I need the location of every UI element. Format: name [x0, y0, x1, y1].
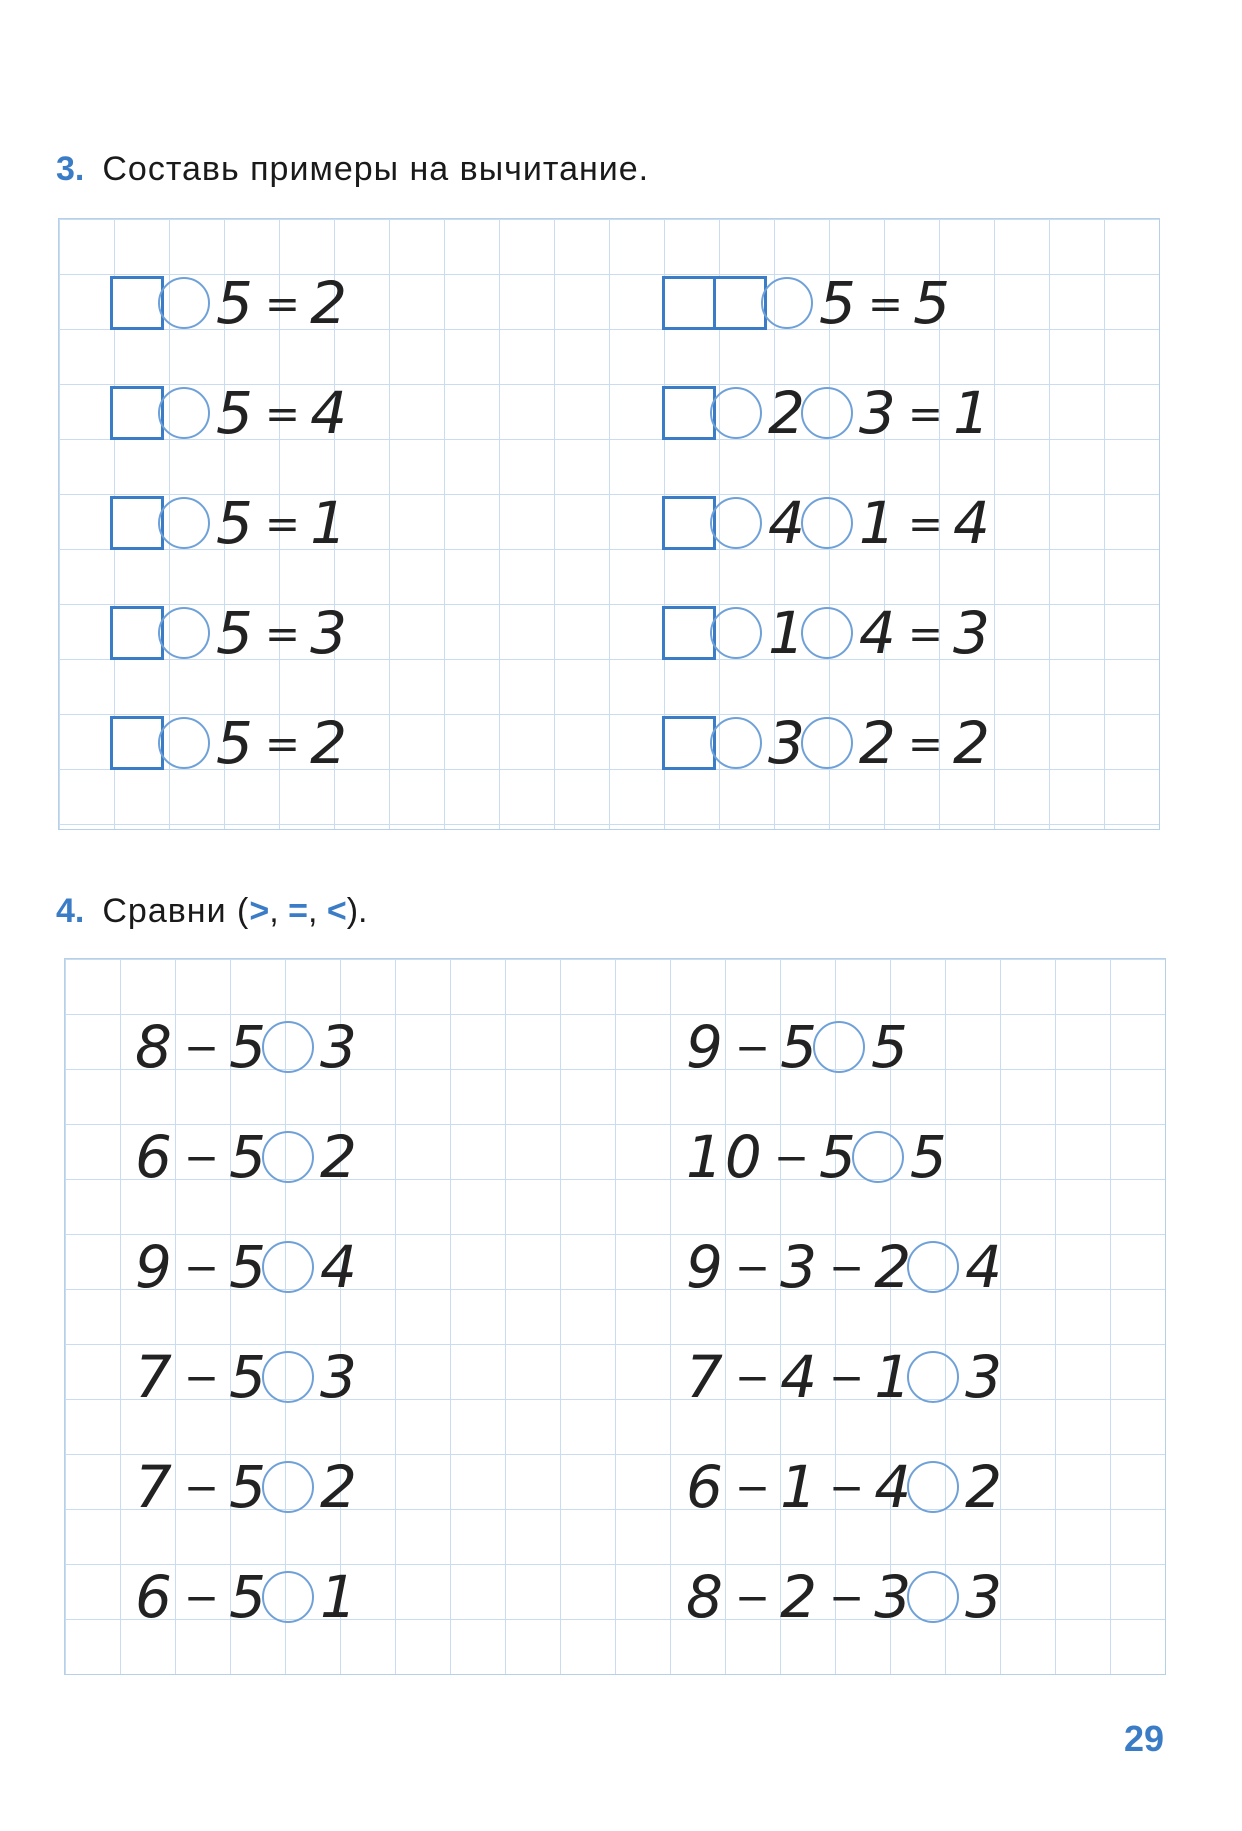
compare-circle[interactable]	[813, 1021, 865, 1073]
answer-box[interactable]	[110, 716, 164, 770]
minus-sign: −	[773, 1132, 810, 1182]
compare-circle[interactable]	[907, 1461, 959, 1513]
operand: 3	[858, 379, 898, 447]
compare-circle[interactable]	[907, 1351, 959, 1403]
result: 5	[913, 269, 953, 337]
task4-right-row-5	[686, 1452, 1004, 1522]
compare-value: 5	[909, 1123, 949, 1191]
sign-circle[interactable]	[710, 387, 762, 439]
answer-box-tens[interactable]	[662, 276, 716, 330]
task3-number: 3.	[56, 150, 85, 188]
answer-box[interactable]	[662, 606, 716, 660]
greater-symbol: >	[249, 892, 270, 930]
task4-title-suffix: ).	[346, 892, 368, 930]
operand: 3	[768, 709, 807, 777]
task4-right-row-1	[686, 1012, 910, 1082]
task4-left-row-5	[135, 1452, 359, 1522]
task3-right-row-5	[662, 708, 992, 778]
operand: 5	[216, 379, 255, 447]
compare-circle[interactable]	[262, 1241, 314, 1293]
result: 2	[310, 709, 350, 777]
operand: 1	[858, 489, 898, 557]
sign-circle[interactable]	[710, 717, 762, 769]
equals-sign: =	[907, 718, 944, 768]
operand: 8	[135, 1013, 174, 1081]
operand: 5	[216, 599, 255, 667]
operand: 5	[229, 1453, 269, 1521]
operand: 9	[686, 1013, 725, 1081]
operand: 5	[216, 709, 255, 777]
operand: 1	[780, 1453, 820, 1521]
answer-box[interactable]	[662, 386, 716, 440]
compare-circle[interactable]	[852, 1131, 904, 1183]
compare-value: 1	[320, 1563, 359, 1631]
compare-circle[interactable]	[262, 1021, 314, 1073]
sign-circle[interactable]	[158, 277, 210, 329]
operand: 7	[135, 1453, 174, 1521]
operand: 4	[858, 599, 898, 667]
operand: 9	[135, 1233, 174, 1301]
task4-right-row-2	[686, 1122, 949, 1192]
operand: 4	[780, 1343, 820, 1411]
task3-title: Составь примеры на вычитание.	[102, 150, 650, 188]
sign-circle[interactable]	[710, 607, 762, 659]
operand: 4	[874, 1453, 914, 1521]
minus-sign: −	[183, 1352, 220, 1402]
operand: 5	[216, 489, 255, 557]
minus-sign: −	[183, 1572, 220, 1622]
task3-right-row-3	[662, 488, 992, 558]
result: 2	[953, 709, 992, 777]
operand: 5	[780, 1013, 820, 1081]
task4-left-row-4	[135, 1342, 359, 1412]
compare-circle[interactable]	[262, 1351, 314, 1403]
operand: 2	[780, 1563, 820, 1631]
result: 3	[310, 599, 350, 667]
operand: 5	[229, 1123, 269, 1191]
answer-box[interactable]	[662, 716, 716, 770]
minus-sign: −	[829, 1572, 865, 1622]
minus-sign: −	[829, 1242, 865, 1292]
equals-sign: =	[907, 498, 944, 548]
operand: 7	[135, 1343, 174, 1411]
answer-box[interactable]	[110, 496, 164, 550]
minus-sign: −	[734, 1572, 771, 1622]
compare-circle[interactable]	[907, 1241, 959, 1293]
compare-value: 2	[965, 1453, 1005, 1521]
answer-box[interactable]	[110, 386, 164, 440]
result: 1	[310, 489, 350, 557]
task3-right-row-1	[662, 268, 952, 338]
operand: 3	[874, 1563, 914, 1631]
minus-sign: −	[734, 1352, 771, 1402]
sign-circle[interactable]	[158, 607, 210, 659]
compare-circle[interactable]	[262, 1571, 314, 1623]
task3-header	[56, 150, 649, 189]
minus-sign: −	[734, 1242, 771, 1292]
equals-sign: =	[264, 498, 301, 548]
sign-circle[interactable]	[158, 387, 210, 439]
minus-sign: −	[183, 1242, 220, 1292]
operand: 1	[874, 1343, 914, 1411]
operand: 6	[686, 1453, 725, 1521]
operand: 5	[819, 1123, 858, 1191]
compare-value: 3	[965, 1563, 1005, 1631]
compare-value: 3	[320, 1013, 359, 1081]
task3-left-row-5	[110, 708, 349, 778]
operand: 2	[874, 1233, 914, 1301]
task3-left-row-4	[110, 598, 349, 668]
answer-box[interactable]	[110, 606, 164, 660]
equals-sign: =	[264, 608, 301, 658]
compare-circle[interactable]	[907, 1571, 959, 1623]
minus-sign: −	[183, 1022, 220, 1072]
sign-circle[interactable]	[158, 717, 210, 769]
equals-sign: =	[907, 608, 944, 658]
compare-value: 3	[320, 1343, 359, 1411]
less-symbol: <	[326, 892, 347, 930]
task4-title-prefix: Сравни (	[102, 892, 250, 930]
minus-sign: −	[829, 1352, 865, 1402]
task4-left-row-3	[135, 1232, 359, 1302]
operand: 5	[229, 1233, 269, 1301]
page-number: 29	[1123, 1718, 1164, 1759]
operand: 1	[768, 599, 807, 667]
minus-sign: −	[734, 1462, 771, 1512]
result: 2	[310, 269, 350, 337]
minus-sign: −	[829, 1462, 865, 1512]
operand: 5	[229, 1343, 269, 1411]
operand: 5	[229, 1013, 269, 1081]
result: 1	[953, 379, 992, 447]
sign-circle[interactable]	[801, 497, 853, 549]
separator: ,	[307, 892, 327, 930]
sign-circle[interactable]	[801, 717, 853, 769]
task4-right-row-3	[686, 1232, 1004, 1302]
task4-left-row-1	[135, 1012, 359, 1082]
sign-circle[interactable]	[801, 387, 853, 439]
result: 4	[310, 379, 350, 447]
task4-left-row-2	[135, 1122, 359, 1192]
task4-left-row-6	[135, 1562, 359, 1632]
sign-circle[interactable]	[801, 607, 853, 659]
result: 4	[953, 489, 992, 557]
task3-right-row-4	[662, 598, 992, 668]
equals-sign: =	[264, 388, 301, 438]
operand: 9	[686, 1233, 725, 1301]
operand: 6	[135, 1563, 174, 1631]
task4-header	[56, 892, 368, 931]
sign-circle[interactable]	[158, 497, 210, 549]
operand: 10	[686, 1123, 764, 1191]
task3-left-row-3	[110, 488, 349, 558]
answer-box[interactable]	[662, 496, 716, 550]
operand: 4	[768, 489, 807, 557]
equals-sign: =	[867, 278, 904, 328]
minus-sign: −	[183, 1132, 220, 1182]
operand: 6	[135, 1123, 174, 1191]
compare-circle[interactable]	[262, 1131, 314, 1183]
compare-value: 3	[965, 1343, 1005, 1411]
compare-value: 4	[965, 1233, 1005, 1301]
operand: 2	[768, 379, 807, 447]
operand: 5	[819, 269, 858, 337]
compare-value: 2	[320, 1123, 359, 1191]
equals-sign: =	[264, 278, 301, 328]
operand: 2	[858, 709, 898, 777]
equal-symbol: =	[288, 892, 308, 930]
sign-circle[interactable]	[761, 277, 813, 329]
answer-box[interactable]	[110, 276, 164, 330]
compare-value: 2	[320, 1453, 359, 1521]
operand: 5	[229, 1563, 269, 1631]
equals-sign: =	[907, 388, 944, 438]
separator: ,	[269, 892, 289, 930]
operand: 7	[686, 1343, 725, 1411]
task3-right-row-2	[662, 378, 992, 448]
minus-sign: −	[734, 1022, 771, 1072]
task3-left-row-1	[110, 268, 349, 338]
task4-right-row-4	[686, 1342, 1004, 1412]
answer-box-ones[interactable]	[713, 276, 767, 330]
task3-left-row-2	[110, 378, 349, 448]
operand: 8	[686, 1563, 725, 1631]
compare-value: 5	[871, 1013, 910, 1081]
compare-circle[interactable]	[262, 1461, 314, 1513]
sign-circle[interactable]	[710, 497, 762, 549]
operand: 3	[780, 1233, 820, 1301]
equals-sign: =	[264, 718, 301, 768]
compare-value: 4	[320, 1233, 359, 1301]
minus-sign: −	[183, 1462, 220, 1512]
operand: 5	[216, 269, 255, 337]
task4-right-row-6	[686, 1562, 1004, 1632]
task4-number: 4.	[56, 892, 85, 930]
result: 3	[953, 599, 992, 667]
